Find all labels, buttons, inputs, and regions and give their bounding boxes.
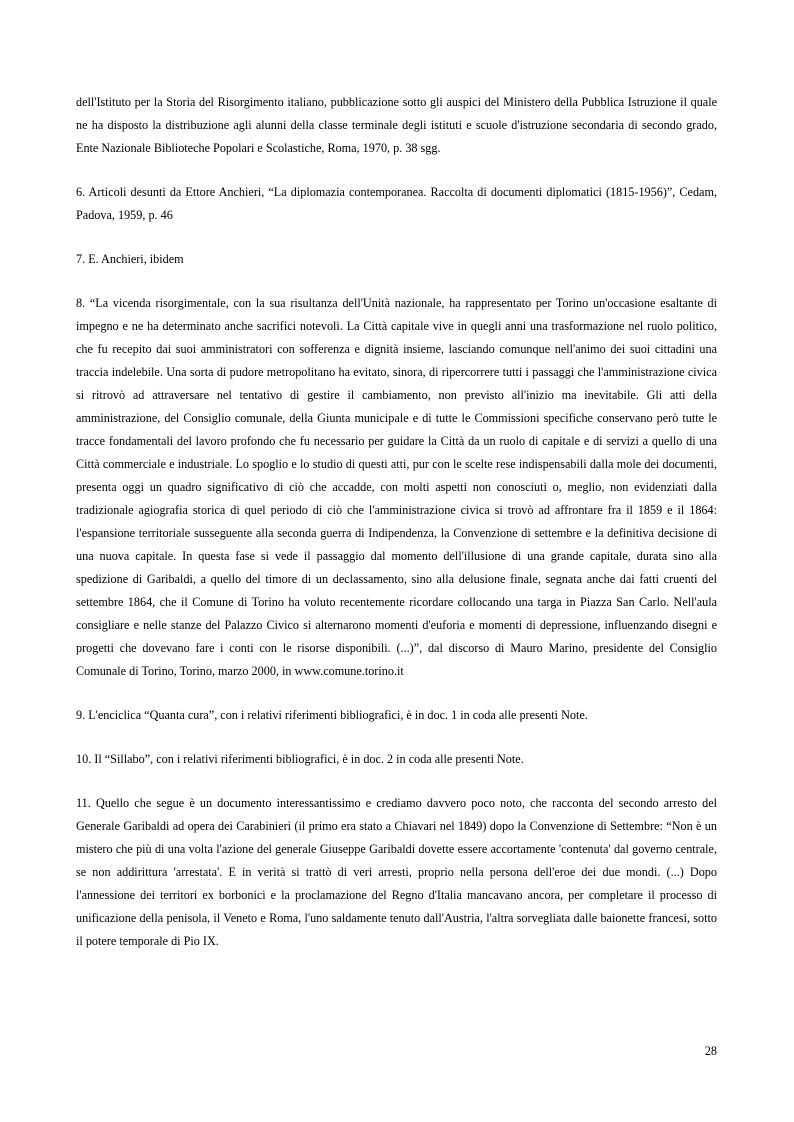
footnotes-body bbox=[76, 91, 717, 974]
note-10: 10. Il “Sillabo”, con i relativi riferimenti bibliografici, è in doc. 2 in coda alle presenti Note. bbox=[76, 752, 524, 766]
note-5-continuation: dell'Istituto per la Storia del Risorgimento italiano, pubblicazione sotto gli auspici del Ministero della Pubblica Istruzione il quale ne ha disposto la distribuzione agli alunni della classe terminale degli istituti e scuole d'istruzione secondaria di secondo grado, Ente Nazionale Biblioteche Popolari e Scolastiche, Roma, 1970, p. 38 sgg. bbox=[76, 95, 717, 155]
note-11: 11. Quello che segue è un documento interessantissimo e crediamo davvero poco noto, che racconta del secondo arresto del Generale Garibaldi ad opera dei Carabinieri (il primo era stato a Chiavari nel 1849) dopo la Convenzione di Settembre: “Non è un mistero che più di una volta l'azione del generale Giuseppe Garibaldi dovette essere accortamente 'contenuta' dal governo centrale, se non addirittura 'arrestata'. E in verità si trattò di veri arresti, proprio nella persona dell'eroe dei due mondi. (...) Dopo l'annessione dei territori ex borbonici e la proclamazione del Regno d'Italia mancavano ancora, per completare il processo di unificazione della penisola, il Veneto e Roma, l'uno saldamente tenuto dall'Austria, l'altra sorvegliata dalle baionette francesi, sotto il potere temporale di Pio IX. bbox=[76, 796, 717, 948]
page-number: 28 bbox=[704, 1044, 717, 1058]
note-8: 8. “La vicenda risorgimentale, con la sua risultanza dell'Unità nazionale, ha rappresentato per Torino un'occasione esaltante di impegno e ne ha determinato anche sacrifici notevoli. La Città capitale vive in quegli anni una trasformazione nel ruolo politico, che fu recepito dai suoi amministratori con sofferenza e dignità insieme, lasciando comunque nell'animo dei suoi cittadini una traccia indelebile. Una sorta di pudore metropolitano ha evitato, sinora, di ripercorrere tutti i passaggi che l'amministrazione civica si ritrovò ad attraversare nel tentativo di gestire il cambiamento, non previsto all'inizio ma inevitabile. Gli atti della amministrazione, del Consiglio comunale, della Giunta municipale e di tutte le Commissioni specifiche conservano però tutte le tracce fondamentali del lavoro profondo che fu necessario per guidare la Città da un ruolo di capitale e di servizi a quello di una Città commerciale e industriale. Lo spoglio e lo studio di questi atti, pur con le scelte rese indispensabili dalla mole dei documenti, presenta oggi un quadro significativo di ciò che accadde, con molti aspetti non conosciuti o, meglio, non evidenziati dalla tradizionale agiografia storica di quel periodo di ciò che l'amministrazione civica si trovò ad affrontare fra il 1859 e il 1864: l'espansione territoriale susseguente alla seconda guerra di Indipendenza, la Convenzione di settembre e la definitiva decisione di una nuova capitale. In questa fase si vede il passaggio dal momento dell'illusione di una grande capitale, durata sino alla spedizione di Garibaldi, a quello del timore di un declassamento, sino alla delusione finale, segnata anche dai fatti cruenti del settembre 1864, che il Comune di Torino ha voluto recentemente ricordare collocando una targa in Piazza San Carlo. Nell'aula consigliare e nelle stanze del Palazzo Civico si alternarono momenti d'euforia e momenti di depressione, influenzando disegni e progetti che dovevano fare i conti con le risorse disponibili. (...)”, dal discorso di Mauro Marino, presidente del Consiglio Comunale di Torino, Torino, marzo 2000, in www.comune.torino.it bbox=[76, 296, 717, 678]
note-9: 9. L'enciclica “Quanta cura”, con i relativi riferimenti bibliografici, è in doc. 1 in coda alle presenti Note. bbox=[76, 708, 588, 722]
note-6: 6. Articoli desunti da Ettore Anchieri, “La diplomazia contemporanea. Raccolta di documenti diplomatici (1815-1956)”, Cedam, Padova, 1959, p. 46 bbox=[76, 185, 717, 222]
note-7: 7. E. Anchieri, ibidem bbox=[76, 252, 184, 266]
